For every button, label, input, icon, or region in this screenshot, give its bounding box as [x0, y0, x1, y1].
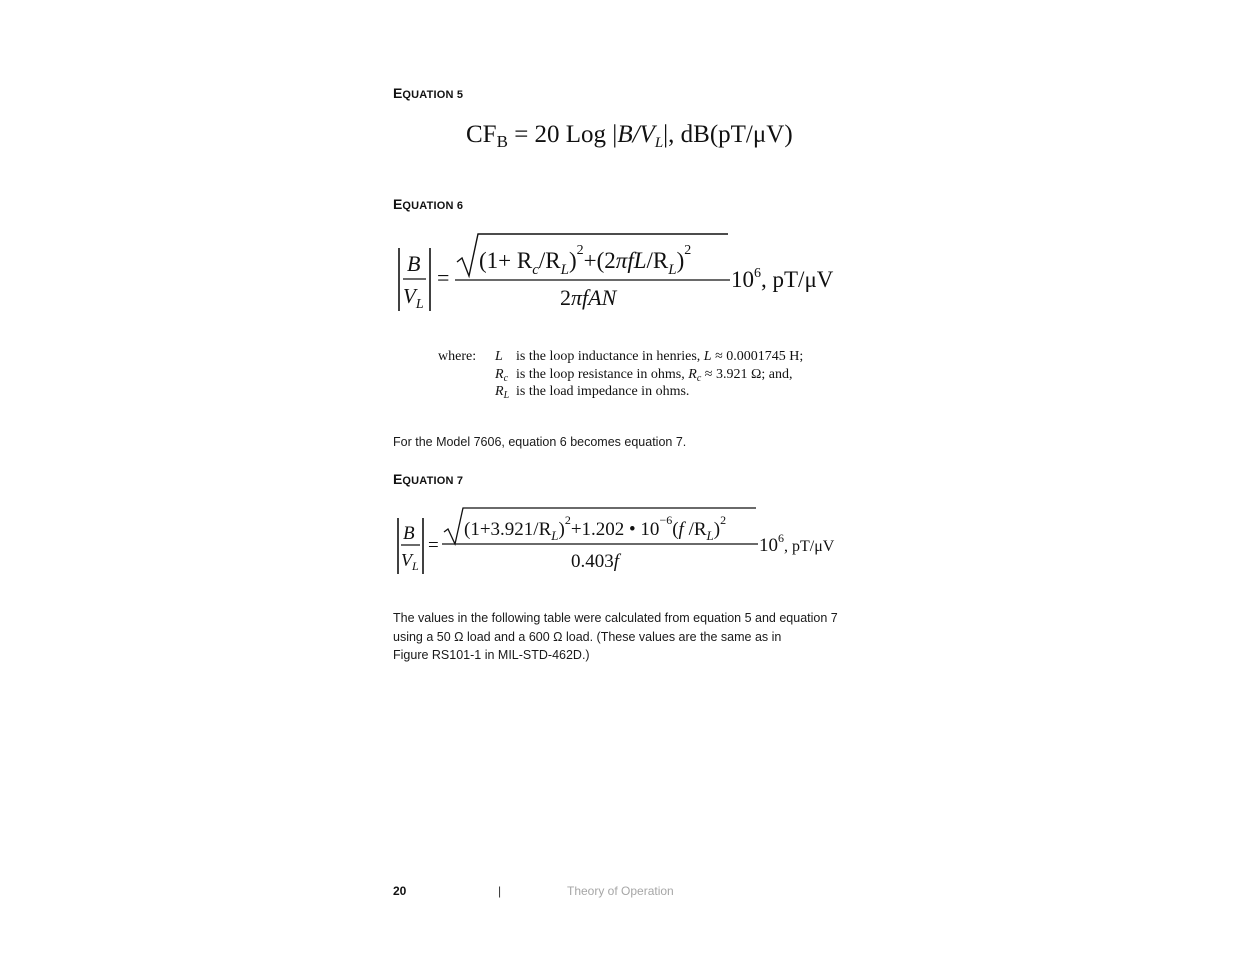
- eq7-numerator: $(1+3.921/R_L)^2+1.202$ • $10^{-6}(f$ $/R_L)^2$: [464, 513, 727, 543]
- eq6-lhs-num: B: [407, 251, 421, 276]
- definition-symbol: L: [495, 349, 503, 364]
- definition-symbol: $R_c$: [495, 366, 509, 384]
- eq6-denominator: 2πfAN: [560, 285, 617, 310]
- eq5-lhs-sub: B: [496, 132, 508, 151]
- equation-6-heading: [393, 197, 463, 213]
- eq5-tail: |, dB(pT/μV): [663, 121, 793, 148]
- eq5-lhs: CF: [466, 121, 497, 148]
- heading-initial: E: [393, 196, 403, 212]
- eq5-ratio: B/V: [617, 121, 655, 148]
- definition-math: L: [703, 349, 712, 364]
- footer-separator: |: [498, 884, 502, 898]
- definition-value: ≈ 0.0001745 H;: [711, 349, 804, 364]
- heading-rest: QUATION 5: [402, 89, 464, 101]
- transition-text: For the Model 7606, equation 6 becomes equation 7.: [393, 435, 687, 449]
- paragraph-line: The values in the following table were calculated from equation 5 and equation 7: [393, 611, 838, 625]
- definition-text: is the load impedance in ohms.: [516, 384, 690, 399]
- page-number: 20: [393, 884, 407, 898]
- eq6-numerator: $(1+ R_c/R_L)^2+(2\pi fL/R_L)^2$: [479, 243, 692, 278]
- equation-7-formula: [394, 502, 846, 580]
- heading-initial: E: [393, 471, 403, 487]
- definition-text: is the loop resistance in ohms,: [516, 366, 689, 382]
- paragraph-line: Figure RS101-1 in MIL-STD-462D.): [393, 648, 590, 662]
- eq7-factor: $10^6_{, pT/\mu V}$: [759, 531, 835, 556]
- eq6-factor: $10^6$, pT/μV: [731, 266, 834, 292]
- eq7-denominator: 0.403f: [571, 551, 620, 572]
- definition-math: $R_c$: [688, 366, 702, 384]
- paragraph-line: using a 50 Ω load and a 600 Ω load. (These values are the same as in: [393, 629, 782, 644]
- heading-rest: QUATION 6: [402, 200, 464, 212]
- definition-symbol: $R_L$: [495, 384, 510, 401]
- where-label: where:: [438, 349, 477, 364]
- eq7-equals: =: [428, 535, 439, 556]
- eq6-lhs-den: $V_L$: [403, 284, 424, 312]
- heading-initial: E: [393, 85, 403, 101]
- eq7-lhs-den: $V_L$: [401, 550, 419, 573]
- definition-value: ≈ 3.921 Ω; and,: [701, 366, 793, 382]
- equation-5-heading: [393, 86, 463, 102]
- eq5-middle: = 20 Log |: [507, 121, 618, 148]
- eq6-equals: =: [437, 265, 450, 290]
- heading-rest: QUATION 7: [402, 475, 464, 487]
- eq7-lhs-num: B: [403, 523, 415, 544]
- equation-7-heading: [393, 472, 463, 488]
- equation-6-formula: [395, 224, 847, 316]
- definition-text: is the loop inductance in henries,: [516, 349, 704, 364]
- definition-row: [495, 383, 689, 405]
- footer-section-title: Theory of Operation: [567, 884, 674, 898]
- eq5-ratio-sub: L: [654, 135, 664, 151]
- equation-5-formula: [466, 120, 793, 158]
